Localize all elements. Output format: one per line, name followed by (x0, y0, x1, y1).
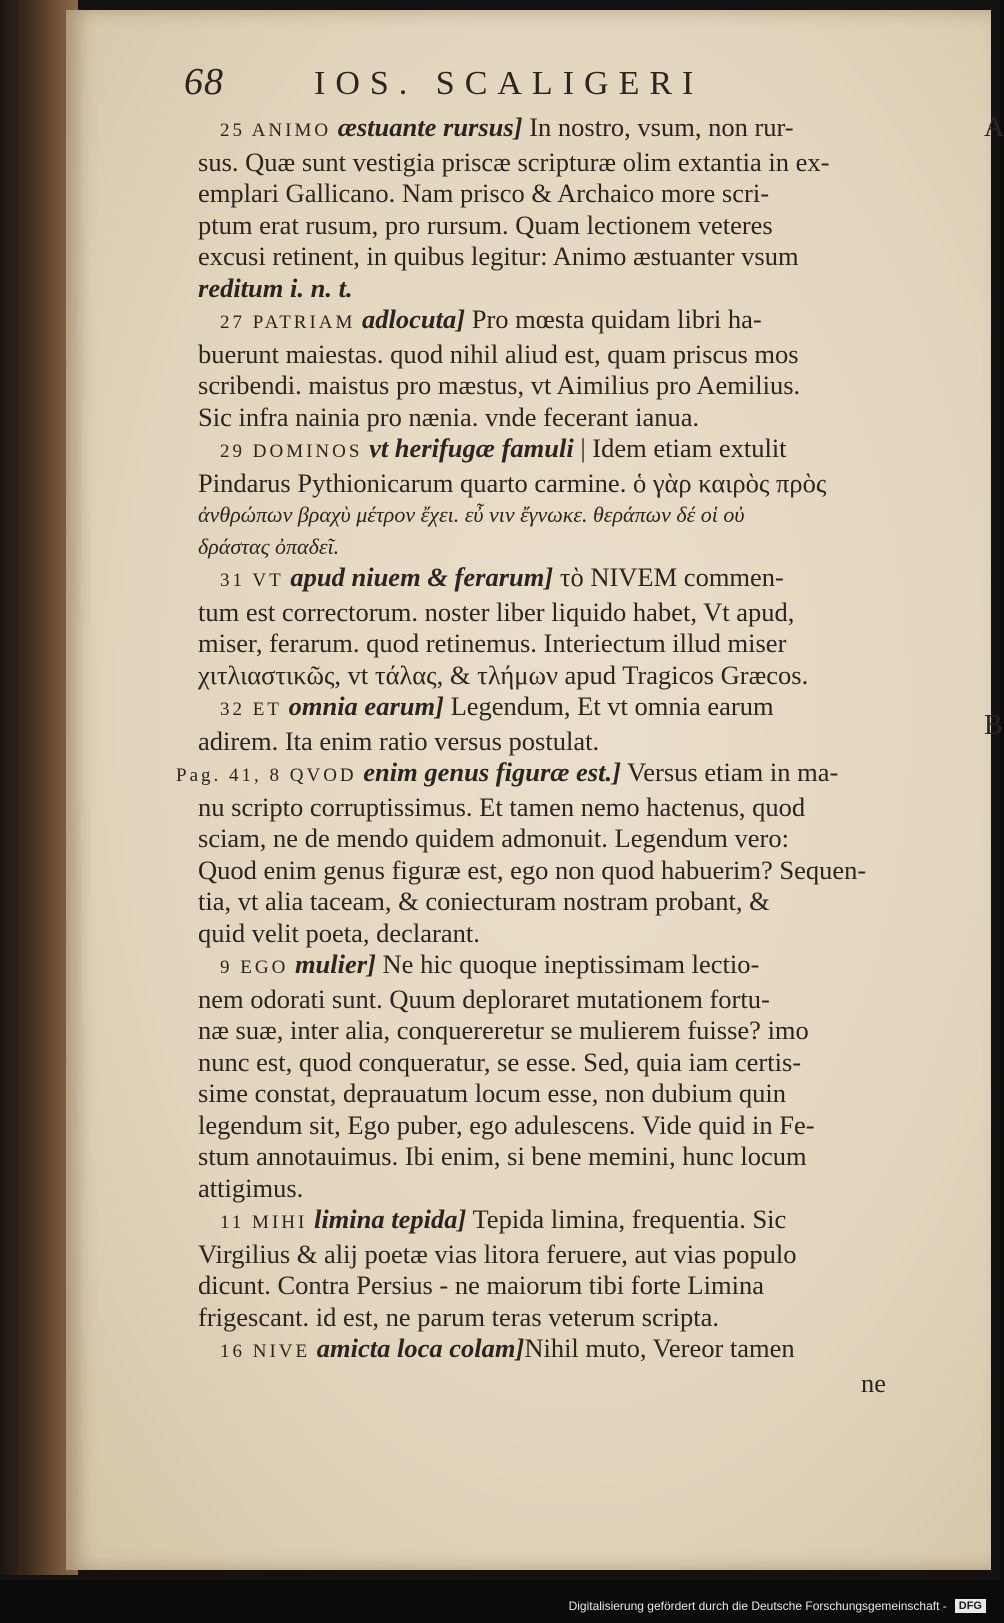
running-head (184, 60, 904, 110)
greek-line: ἀνθρώπων βραχὺ μέτρον ἔχει. εὖ νιν ἔγνωκε. θεράπων δέ οἱ οὐ (198, 502, 745, 527)
text-line: frigescant. id est, ne parum teras veterum scripta. (198, 1301, 719, 1332)
text-line: stum annotauimus. Ibi enim, si bene memini, hunc locum (198, 1141, 807, 1171)
greek-line: δράστας ὀπαδεῖ. (198, 533, 340, 559)
dfg-logo: DFG (955, 1599, 986, 1613)
running-title: IOS. SCALIGERI (314, 65, 704, 102)
text-line: sciam, ne de mendo quidem admonuit. Legendum vero: (198, 823, 789, 853)
text-line: nu scripto corruptissimus. Et tamen nemo hactenus, quod (198, 791, 806, 822)
text-line: miser, ferarum. quod retinemus. Interiectum illud miser (198, 628, 787, 658)
margin-letter-b: B (984, 710, 1003, 741)
text-line: χιτλιαστικῶς, vt τάλας, & τλήμων apud Tragicos Græcos. (198, 659, 809, 690)
text-line: ptum erat rusum, pro rursum. Quam lectionem veteres (198, 209, 773, 240)
text-line: 25 ANIMO æstuante rursus] In nostro, vsum, non rur- (220, 112, 794, 142)
text-line: nem odorati sunt. Quum deploraret mutationem fortu- (198, 983, 770, 1014)
text-line: adirem. Ita enim ratio versus postulat. (198, 725, 600, 756)
commentary-text (176, 112, 886, 1399)
text-line: buerunt maiestas. quod nihil aliud est, quam priscus mos (198, 338, 799, 369)
catchword: ne (860, 1367, 886, 1398)
text-line: reditum i. n. t. (198, 272, 353, 303)
text-line: næ suæ, inter alia, conquereretur se mulierem fuisse? imo (198, 1015, 809, 1045)
text-line: Pindarus Pythionicarum quarto carmine. ὁ γὰρ καιρὸς πρὸς (198, 467, 827, 498)
funding-credit: Digitalisierung gefördert durch die Deutsche Forschungsgemeinschaft - (568, 1598, 947, 1613)
page-number: 68 (184, 61, 224, 103)
text-line: 27 PATRIAM adlocuta] Pro mœsta quidam libri ha- (220, 304, 762, 334)
text-line: scribendi. maistus pro mæstus, vt Aimilius pro Aemilius. (198, 370, 801, 400)
text-line: Pag. 41, 8 QVOD enim genus figuræ est.] Versus etiam in ma- (176, 757, 839, 787)
text-line: 29 DOMINOS vt herifugæ famuli | Idem etiam extulit (220, 433, 787, 463)
footer-bar (0, 1588, 1000, 1623)
text-line: sus. Quæ sunt vestigia priscæ scripturæ olim extantia in ex- (198, 146, 830, 177)
text-line: attigimus. (198, 1172, 304, 1203)
text-line: quid velit poeta, declarant. (198, 917, 480, 948)
text-line: Quod enim genus figuræ est, ego non quod habuerim? Sequen- (198, 854, 867, 885)
text-line: tum est correctorum. noster liber liquido habet, Vt apud, (198, 596, 795, 627)
text-line: emplari Gallicano. Nam prisco & Archaico more scri- (198, 178, 770, 208)
text-line: 31 VT apud niuem & ferarum] τὸ NIVEM commen- (220, 562, 784, 592)
text-line: 16 NIVE amicta loca colam]Nihil muto, Vereor tamen (220, 1333, 795, 1363)
text-line: nunc est, quod conqueratur, se esse. Sed, quia iam certis- (198, 1046, 802, 1077)
text-line: Virgilius & alij poetæ vias litora feruere, aut vias populo (198, 1238, 797, 1269)
book-page (66, 10, 1004, 1570)
text-line: excusi retinent, in quibus legitur: Animo æstuanter vsum (198, 241, 799, 271)
text-line: 32 ET omnia earum] Legendum, Et vt omnia earum (220, 691, 774, 721)
text-line: sime constat, deprauatum locum esse, non dubium quin (198, 1078, 787, 1108)
text-line: Sic infra nainia pro nænia. vnde fecerant ianua. (198, 401, 700, 432)
text-line: tia, vt alia taceam, & coniecturam nostram probant, & (198, 886, 770, 916)
margin-letter-a: A (984, 112, 1004, 143)
text-line: 9 EGO mulier] Ne hic quoque ineptissimam lectio- (220, 949, 760, 979)
text-line: 11 MIHI limina tepida] Tepida limina, frequentia. Sic (220, 1204, 787, 1234)
text-line: dicunt. Contra Persius - ne maiorum tibi forte Limina (198, 1270, 764, 1300)
text-line: legendum sit, Ego puber, ego adulescens. Vide quid in Fe- (198, 1109, 815, 1140)
